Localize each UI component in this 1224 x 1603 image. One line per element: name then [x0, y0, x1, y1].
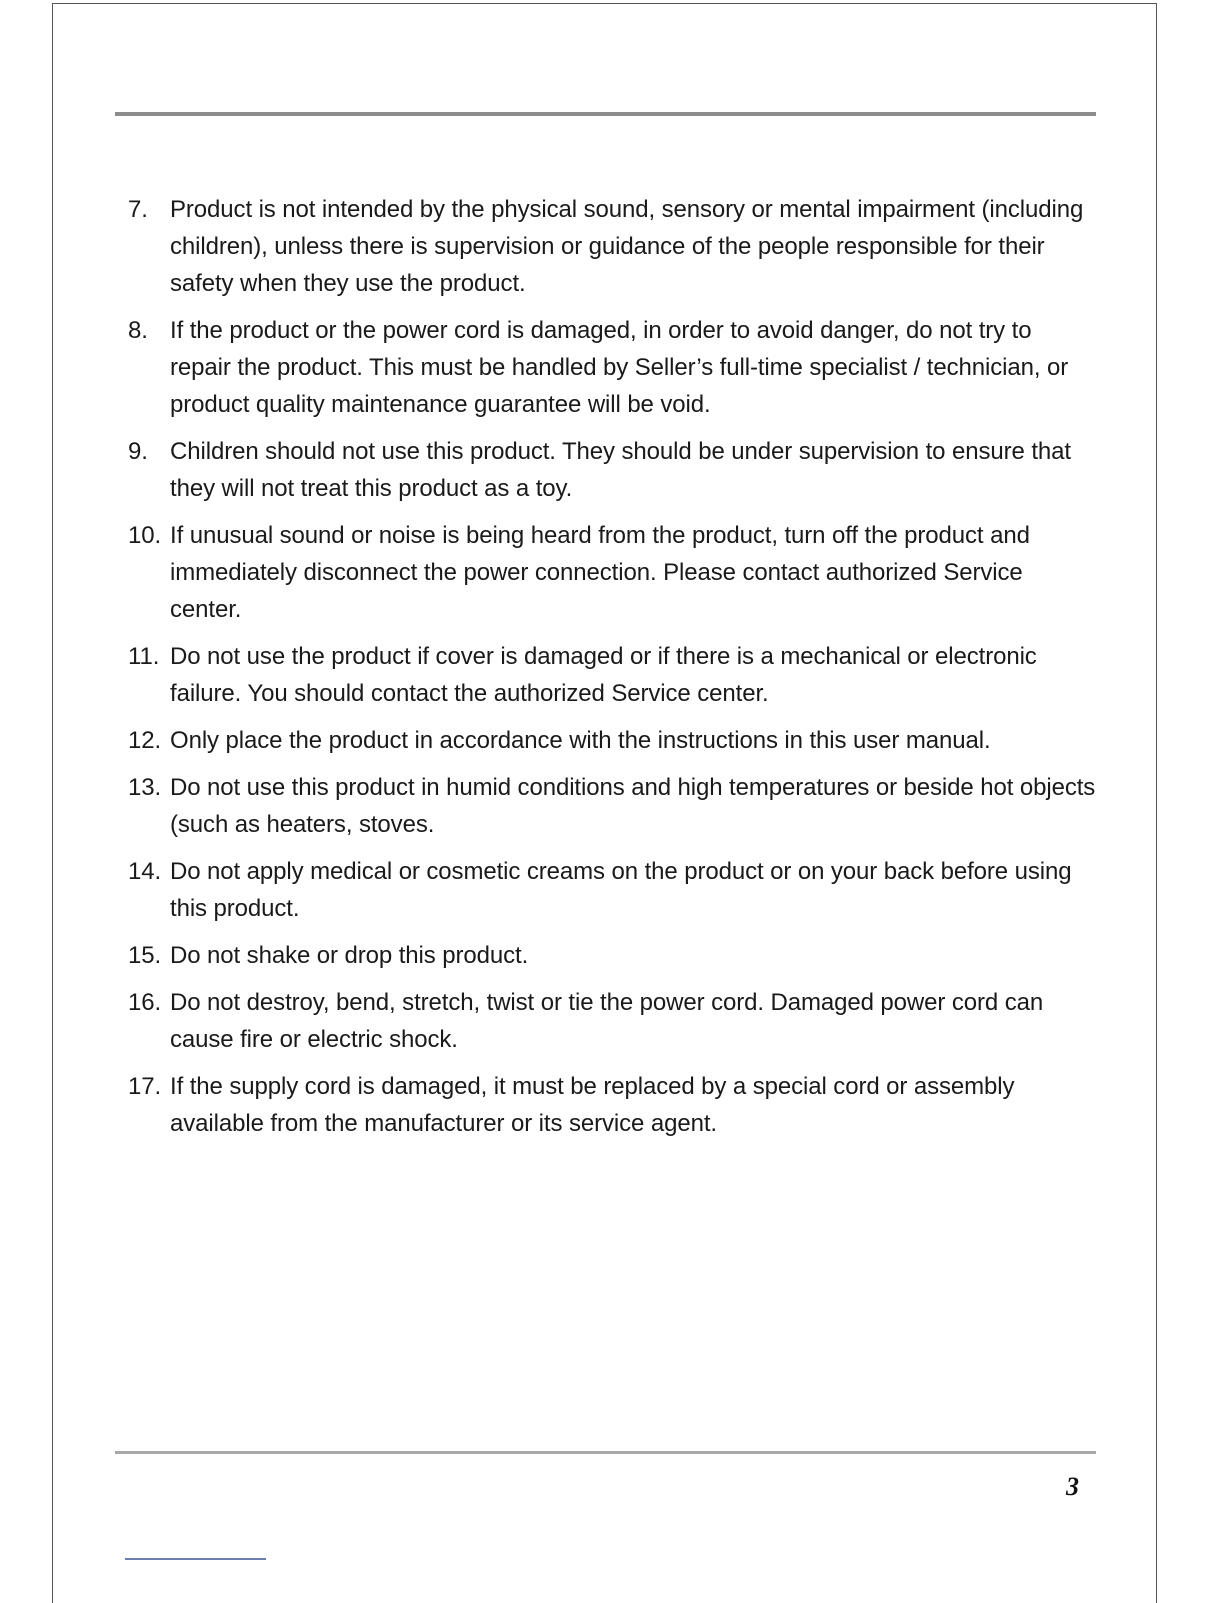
list-item	[128, 312, 1098, 423]
item-text: If the supply cord is damaged, it must be replaced by a special cord or assembly available from the manufacturer or its service agent.	[170, 1073, 1015, 1137]
list-item	[128, 984, 1098, 1058]
item-number: 8.	[128, 317, 148, 344]
item-number: 11.	[128, 643, 160, 670]
item-number: 15.	[128, 942, 162, 969]
list-item	[128, 433, 1098, 507]
item-text: Only place the product in accordance with the instructions in this user manual.	[170, 727, 991, 754]
item-number: 13.	[128, 774, 162, 801]
list-item	[128, 191, 1098, 302]
footnote-rule	[125, 1558, 266, 1560]
item-number: 14.	[128, 858, 162, 885]
list-item	[128, 638, 1098, 712]
item-text: Do not apply medical or cosmetic creams on the product or on your back before using this product.	[170, 858, 1072, 922]
item-text: If unusual sound or noise is being heard from the product, turn off the product and immediately disconnect the power connection. Please contact authorized Service center.	[170, 522, 1030, 623]
item-text: Do not shake or drop this product.	[170, 942, 529, 969]
safety-instructions-list	[128, 191, 1098, 1152]
footer-rule	[115, 1451, 1096, 1454]
item-number: 12.	[128, 727, 162, 754]
header-rule	[115, 112, 1096, 116]
list-item	[128, 769, 1098, 843]
item-text: If the product or the power cord is damaged, in order to avoid danger, do not try to repair the product. This must be handled by Seller’s full-time specialist / technician, or product quality maintenance guarantee will be void.	[170, 317, 1069, 418]
list-item	[128, 722, 1098, 759]
item-number: 17.	[128, 1073, 162, 1100]
item-text: Do not destroy, bend, stretch, twist or tie the power cord. Damaged power cord can cause fire or electric shock.	[170, 989, 1044, 1053]
list-item	[128, 517, 1098, 628]
page-number: 3	[1066, 1472, 1079, 1501]
item-number: 16.	[128, 989, 162, 1016]
item-text: Do not use this product in humid conditions and high temperatures or beside hot objects (such as heaters, stoves.	[170, 774, 1096, 838]
item-number: 10.	[128, 522, 162, 549]
item-text: Product is not intended by the physical sound, sensory or mental impairment (including children), unless there is supervision or guidance of the people responsible for their safety when they use the product.	[170, 196, 1084, 297]
item-text: Children should not use this product. They should be under supervision to ensure that they will not treat this product as a toy.	[170, 438, 1071, 502]
item-number: 9.	[128, 438, 148, 465]
list-item	[128, 853, 1098, 927]
list-item	[128, 937, 1098, 974]
list-item	[128, 1068, 1098, 1142]
item-text: Do not use the product if cover is damaged or if there is a mechanical or electronic failure. You should contact the authorized Service center.	[170, 643, 1037, 707]
item-number: 7.	[128, 196, 148, 223]
